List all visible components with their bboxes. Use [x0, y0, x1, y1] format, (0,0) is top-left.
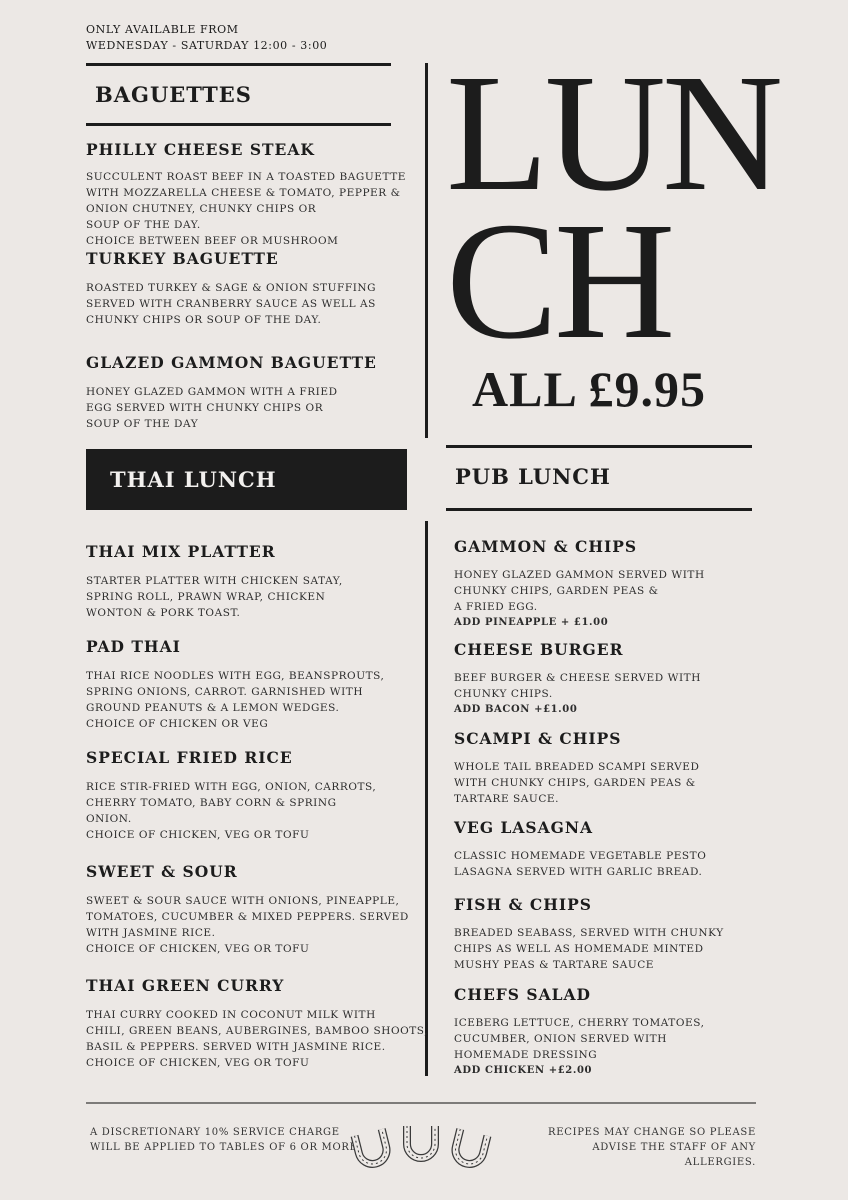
note-line: WILL BE APPLIED TO TABLES OF 6 OR MORE [90, 1142, 358, 1153]
desc-line: CHUNKY CHIPS OR SOUP OF THE DAY. [86, 314, 322, 326]
desc-line: SUCCULENT ROAST BEEF IN A TOASTED BAGUETTE [86, 171, 406, 183]
desc-line: MUSHY PEAS & TARTARE SAUCE [454, 959, 655, 971]
menu-item-fish-chips [454, 895, 724, 973]
service-charge-note [90, 1125, 358, 1155]
desc-line: SPRING ROLL, PRAWN WRAP, CHICKEN [86, 591, 326, 603]
thai-lunch-title: THAI LUNCH [110, 467, 277, 492]
desc-line: HONEY GLAZED GAMMON WITH A FRIED [86, 386, 338, 398]
desc-line: TARTARE SAUCE. [454, 793, 560, 805]
price-label: ALL £9.95 [472, 361, 707, 417]
desc-line: GROUND PEANUTS & A LEMON WEDGES. [86, 702, 340, 714]
desc-line: ROASTED TURKEY & SAGE & ONION STUFFING [86, 282, 377, 294]
item-description [86, 169, 406, 249]
menu-item-philly [86, 140, 406, 249]
desc-line: CHUNKY CHIPS, GARDEN PEAS & [454, 585, 659, 597]
desc-line: WONTON & PORK TOAST. [86, 607, 241, 619]
note-line: A DISCRETIONARY 10% SERVICE CHARGE [90, 1127, 340, 1138]
desc-line: ONION CHUTNEY, CHUNKY CHIPS OR [86, 203, 317, 215]
horseshoes-svg [348, 1118, 496, 1174]
desc-line: ICEBERG LETTUCE, CHERRY TOMATOES, [454, 1017, 705, 1029]
desc-line: SPRING ONIONS, CARROT. GARNISHED WITH [86, 686, 364, 698]
desc-line: HONEY GLAZED GAMMON SERVED WITH [454, 569, 705, 581]
item-title: SCAMPI & CHIPS [454, 729, 622, 748]
thai-lunch-banner [86, 449, 407, 510]
item-description [454, 670, 701, 718]
item-description [454, 848, 706, 880]
note-line: RECIPES MAY CHANGE SO PLEASE [547, 1127, 756, 1138]
item-description [86, 779, 376, 843]
item-title: THAI MIX PLATTER [86, 542, 276, 561]
desc-line: THAI RICE NOODLES WITH EGG, BEANSPROUTS, [86, 670, 385, 682]
desc-line: SWEET & SOUR SAUCE WITH ONIONS, PINEAPPLE, [86, 895, 400, 907]
menu-item-special-fried-rice [86, 748, 376, 843]
menu-item-gammon-chips [454, 537, 705, 631]
desc-line: SERVED WITH CRANBERRY SAUCE AS WELL AS [86, 298, 376, 310]
desc-line: TOMATOES, CUCUMBER & MIXED PEPPERS. SERVED [86, 911, 409, 923]
desc-line: CHILI, GREEN BEANS, AUBERGINES, BAMBOO SHOOTS, [86, 1025, 429, 1037]
availability-note [86, 22, 327, 54]
item-title: VEG LASAGNA [454, 818, 594, 837]
desc-line: WITH MOZZARELLA CHEESE & TOMATO, PEPPER & [86, 187, 401, 199]
lunch-heading-line-1: LUN [446, 40, 780, 226]
desc-line: A FRIED EGG. [454, 601, 538, 613]
item-description [86, 668, 384, 732]
desc-line: WITH JASMINE RICE. [86, 927, 216, 939]
pub-lunch-title: PUB LUNCH [455, 464, 611, 489]
item-title: SWEET & SOUR [86, 862, 238, 881]
desc-line: BREADED SEABASS, SERVED WITH CHUNKY [454, 927, 724, 939]
menu-item-veg-lasagna [454, 818, 706, 880]
addon-note: ADD CHICKEN +£2.00 [454, 1065, 593, 1076]
desc-line: CUCUMBER, ONION SERVED WITH [454, 1033, 667, 1045]
desc-line: EGG SERVED WITH CHUNKY CHIPS OR [86, 402, 324, 414]
item-title: THAI GREEN CURRY [86, 976, 285, 995]
addon-note: ADD PINEAPPLE + £1.00 [454, 617, 609, 628]
item-description [454, 925, 724, 973]
desc-line: WITH CHUNKY CHIPS, GARDEN PEAS & [454, 777, 696, 789]
desc-line: CHOICE OF CHICKEN OR VEG [86, 718, 269, 730]
item-title: PHILLY CHEESE STEAK [86, 140, 315, 159]
desc-line: STARTER PLATTER WITH CHICKEN SATAY, [86, 575, 343, 587]
item-title: CHEFS SALAD [454, 985, 591, 1004]
item-title: GAMMON & CHIPS [454, 537, 638, 556]
item-description [86, 893, 409, 957]
item-title: TURKEY BAGUETTE [86, 249, 279, 268]
item-title: FISH & CHIPS [454, 895, 592, 914]
desc-line: CHIPS AS WELL AS HOMEMADE MINTED [454, 943, 704, 955]
baguettes-title: BAGUETTES [95, 82, 252, 107]
menu-item-thai-mix-platter [86, 542, 343, 621]
item-description [86, 573, 343, 621]
item-title: CHEESE BURGER [454, 640, 624, 659]
desc-line: SOUP OF THE DAY [86, 418, 199, 430]
menu-item-cheese-burger [454, 640, 701, 718]
menu-item-gammon-baguette [86, 353, 377, 432]
desc-line: WHOLE TAIL BREADED SCAMPI SERVED [454, 761, 700, 773]
desc-line: BASIL & PEPPERS. SERVED WITH JASMINE RICE. [86, 1041, 386, 1053]
desc-line: LASAGNA SERVED WITH GARLIC BREAD. [454, 866, 703, 878]
note-line: ADVISE THE STAFF OF ANY ALLERGIES. [592, 1142, 756, 1168]
menu-item-chefs-salad [454, 985, 705, 1079]
item-description [86, 384, 377, 432]
desc-line: CHOICE BETWEEN BEEF OR MUSHROOM [86, 235, 339, 247]
footer-rule [86, 1102, 756, 1104]
column-divider-top [425, 63, 428, 438]
desc-line: HOMEMADE DRESSING [454, 1049, 598, 1061]
availability-line-1: ONLY AVAILABLE FROM [86, 23, 239, 36]
menu-item-turkey [86, 249, 376, 328]
menu-item-pad-thai [86, 637, 384, 732]
desc-line: ONION. [86, 813, 132, 825]
lunch-heading-line-2: CH [446, 188, 672, 374]
desc-line: CHOICE OF CHICKEN, VEG OR TOFU [86, 943, 310, 955]
item-description [86, 280, 376, 328]
pub-bottom-rule [446, 508, 752, 511]
allergy-note [540, 1125, 756, 1170]
desc-line: THAI CURRY COOKED IN COCONUT MILK WITH [86, 1009, 376, 1021]
desc-line: CHOICE OF CHICKEN, VEG OR TOFU [86, 829, 310, 841]
item-title: PAD THAI [86, 637, 181, 656]
item-description [454, 567, 705, 631]
item-description [454, 1015, 705, 1079]
item-description [454, 759, 699, 807]
desc-line: CHOICE OF CHICKEN, VEG OR TOFU [86, 1057, 310, 1069]
availability-line-2: WEDNESDAY - SATURDAY 12:00 - 3:00 [86, 39, 328, 52]
pub-top-rule [446, 445, 752, 448]
desc-line: SOUP OF THE DAY. [86, 219, 201, 231]
desc-line: CLASSIC HOMEMADE VEGETABLE PESTO [454, 850, 707, 862]
item-title: GLAZED GAMMON BAGUETTE [86, 353, 377, 372]
desc-line: BEEF BURGER & CHEESE SERVED WITH [454, 672, 701, 684]
baguettes-top-rule [86, 63, 391, 66]
desc-line: RICE STIR-FRIED WITH EGG, ONION, CARROTS, [86, 781, 377, 793]
horseshoes-logo-icon [348, 1118, 496, 1174]
desc-line: CHUNKY CHIPS. [454, 688, 553, 700]
menu-item-thai-green-curry [86, 976, 428, 1071]
menu-item-sweet-sour [86, 862, 409, 957]
menu-item-scampi-chips [454, 729, 699, 807]
baguettes-bottom-rule [86, 123, 391, 126]
addon-note: ADD BACON +£1.00 [454, 704, 578, 715]
item-title: SPECIAL FRIED RICE [86, 748, 293, 767]
item-description [86, 1007, 428, 1071]
desc-line: CHERRY TOMATO, BABY CORN & SPRING [86, 797, 337, 809]
